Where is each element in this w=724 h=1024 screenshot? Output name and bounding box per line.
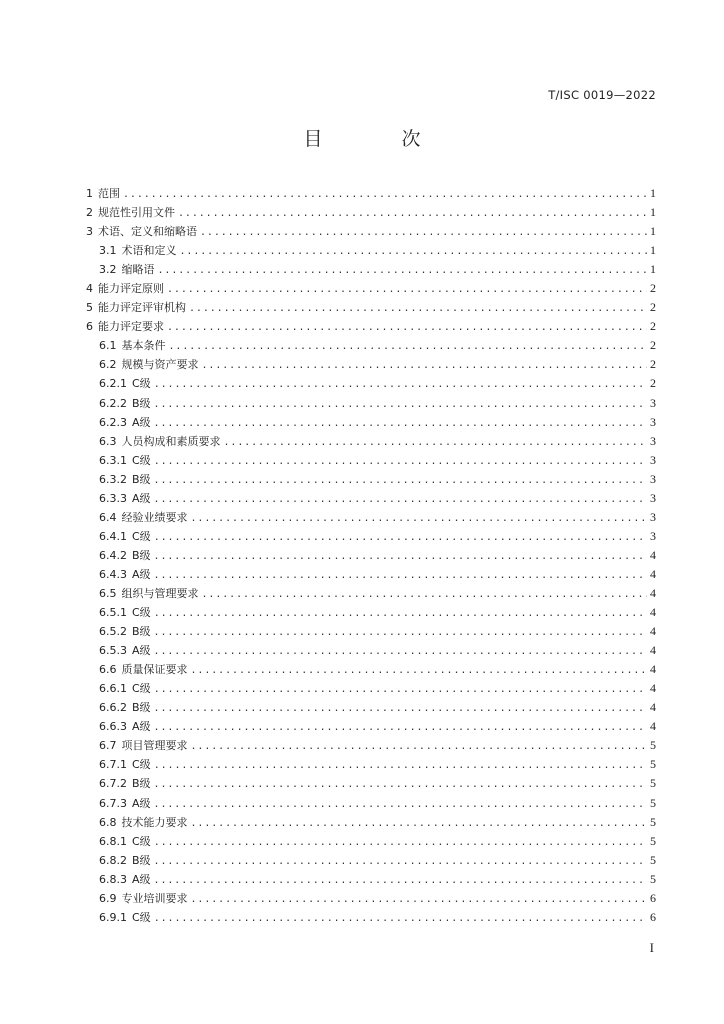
toc-entry-page: 2 — [650, 357, 656, 372]
toc-entry-text: 范围 — [98, 187, 120, 200]
toc-entry[interactable] — [86, 565, 656, 584]
toc-entry[interactable] — [86, 203, 656, 222]
toc-entry[interactable] — [86, 432, 656, 451]
toc-leader-dots — [154, 471, 647, 490]
toc-entry-number: 6.5.3 — [99, 644, 127, 658]
toc-entry-page: 2 — [650, 319, 656, 334]
toc-entry[interactable] — [86, 717, 656, 736]
toc-entry-number: 6.7 — [99, 739, 117, 753]
toc-entry-page: 4 — [650, 605, 656, 620]
toc-leader-dots — [123, 185, 647, 204]
toc-entry-page: 3 — [650, 509, 656, 524]
toc-leader-dots — [178, 204, 647, 223]
toc-leader-dots — [154, 395, 647, 414]
toc-entry[interactable] — [86, 279, 656, 298]
toc-entry[interactable] — [86, 470, 656, 489]
toc-leader-dots — [154, 623, 647, 642]
toc-entry-text: C级 — [132, 606, 151, 620]
toc-leader-dots — [154, 795, 647, 814]
toc-entry-number: 6 — [86, 320, 93, 334]
toc-entry-number: 6.8.2 — [99, 853, 127, 867]
toc-entry-text: A级 — [132, 567, 151, 581]
toc-entry-page: 4 — [650, 624, 656, 639]
toc-entry[interactable] — [86, 451, 656, 470]
toc-entry-page: 1 — [650, 186, 656, 200]
toc-leader-dots — [154, 528, 647, 547]
toc-entry-number: 6.4.3 — [99, 567, 127, 581]
toc-entry-number: 6.7.2 — [99, 777, 127, 791]
toc-entry-number: 6.4.2 — [99, 548, 127, 562]
toc-entry-text: A级 — [132, 796, 151, 810]
toc-entry-number: 6.2.3 — [99, 415, 127, 429]
toc-entry-page: 1 — [650, 262, 656, 277]
toc-entry[interactable] — [86, 355, 656, 374]
toc-entry-number: 6.8.3 — [99, 872, 127, 886]
toc-leader-dots — [154, 833, 647, 852]
toc-entry-text: B级 — [132, 701, 151, 715]
toc-entry[interactable] — [86, 222, 656, 241]
toc-entry[interactable] — [86, 908, 656, 927]
toc-entry[interactable] — [86, 851, 656, 870]
toc-entry-text: C级 — [132, 834, 151, 848]
toc-leader-dots — [154, 756, 647, 775]
toc-leader-dots — [154, 852, 647, 871]
toc-entry-text: 项目管理要求 — [121, 739, 188, 753]
toc-entry-number: 6.9.1 — [99, 910, 127, 924]
toc-entry-text: B级 — [132, 472, 151, 486]
toc-entry[interactable] — [86, 774, 656, 793]
toc-leader-dots — [154, 775, 647, 794]
toc-entry-text: 基本条件 — [121, 339, 166, 353]
toc-entry-page: 3 — [650, 528, 656, 543]
toc-entry-text: 技术能力要求 — [121, 815, 188, 829]
toc-entry-number: 6.3 — [99, 434, 117, 448]
toc-entry[interactable] — [86, 603, 656, 622]
toc-entry[interactable] — [86, 546, 656, 565]
toc-entry-page: 5 — [650, 871, 656, 886]
toc-leader-dots — [154, 452, 647, 471]
toc-entry[interactable] — [86, 260, 656, 279]
toc-entry-text: C级 — [132, 529, 151, 543]
toc-entry[interactable] — [86, 736, 656, 755]
toc-leader-dots — [169, 337, 648, 356]
toc-leader-dots — [191, 890, 648, 909]
toc-entry-text: A级 — [132, 720, 151, 734]
toc-entry-page: 6 — [650, 890, 656, 905]
toc-entry-number: 6.3.3 — [99, 491, 127, 505]
toc-leader-dots — [202, 585, 648, 604]
toc-entry-text: 人员构成和素质要求 — [121, 434, 221, 448]
toc-entry-number: 6.6.1 — [99, 682, 127, 696]
toc-leader-dots — [154, 699, 647, 718]
toc-entry-number: 6.1 — [99, 339, 117, 353]
toc-entry-text: 专业培训要求 — [121, 891, 188, 905]
toc-entry-number: 1 — [86, 187, 93, 200]
toc-entry-number: 3.2 — [99, 263, 117, 277]
toc-entry-text: B级 — [132, 548, 151, 562]
toc-leader-dots — [154, 375, 647, 394]
toc-entry-page: 3 — [650, 452, 656, 467]
toc-entry-page: 4 — [650, 547, 656, 562]
toc-entry-text: 质量保证要求 — [121, 663, 188, 677]
toc-entry-page: 3 — [650, 395, 656, 410]
toc-entry[interactable] — [86, 755, 656, 774]
toc-entry-page: 4 — [650, 681, 656, 696]
toc-leader-dots — [154, 642, 647, 661]
toc-entry-number: 2 — [86, 206, 93, 220]
toc-entry[interactable] — [86, 870, 656, 889]
toc-entry-page: 2 — [650, 300, 656, 315]
toc-leader-dots — [154, 718, 647, 737]
toc-entry-text: C级 — [132, 377, 151, 391]
toc-entry-page: 5 — [650, 738, 656, 753]
toc-leader-dots — [224, 433, 648, 452]
toc-entry-page: 4 — [650, 719, 656, 734]
toc-entry[interactable] — [86, 641, 656, 660]
toc-leader-dots — [154, 604, 647, 623]
toc-entry-number: 6.9 — [99, 891, 117, 905]
toc-leader-dots — [154, 414, 647, 433]
toc-entry-page: 5 — [650, 833, 656, 848]
toc-entry-number: 6.7.1 — [99, 758, 127, 772]
toc-entry-text: 规范性引用文件 — [98, 206, 175, 220]
toc-entry-text: 能力评定评审机构 — [98, 301, 186, 315]
toc-entry-number: 6.3.2 — [99, 472, 127, 486]
toc-entry-text: B级 — [132, 777, 151, 791]
toc-leader-dots — [154, 490, 647, 509]
toc-leader-dots — [189, 299, 647, 318]
toc-entry-number: 3 — [86, 225, 93, 239]
toc-leader-dots — [200, 223, 647, 242]
toc-entry-number: 6.6.3 — [99, 720, 127, 734]
toc-entry-page: 2 — [650, 281, 656, 296]
document-code: T/ISC 0019—2022 — [548, 88, 656, 102]
toc-entry-text: 能力评定原则 — [98, 282, 164, 296]
toc-entry-text: 规模与资产要求 — [121, 358, 199, 372]
toc-entry-page: 3 — [650, 490, 656, 505]
toc-entry-text: C级 — [132, 453, 151, 467]
toc-leader-dots — [154, 680, 647, 699]
toc-entry-number: 6.2.1 — [99, 377, 127, 391]
toc-entry-text: C级 — [132, 682, 151, 696]
toc-leader-dots — [202, 356, 648, 375]
toc-entry[interactable] — [86, 584, 656, 603]
toc-entry-number: 6.2.2 — [99, 396, 127, 410]
toc-entry-page: 5 — [650, 757, 656, 772]
toc-title: 目 次 — [303, 128, 451, 150]
toc-entry[interactable] — [86, 698, 656, 717]
toc-entry-page: 3 — [650, 414, 656, 429]
toc-entry-number: 6.2 — [99, 358, 117, 372]
toc-entry[interactable] — [86, 184, 656, 203]
toc-entry[interactable] — [86, 489, 656, 508]
toc-entry[interactable] — [86, 832, 656, 851]
toc-entry-page: 4 — [650, 662, 656, 677]
toc-entry[interactable] — [86, 794, 656, 813]
toc-entry[interactable] — [86, 889, 656, 908]
toc-entry-page: 3 — [650, 433, 656, 448]
toc-leader-dots — [191, 814, 648, 833]
toc-entry-text: 术语、定义和缩略语 — [98, 225, 197, 239]
toc-entry-page: 5 — [650, 814, 656, 829]
toc-entry-page: 4 — [650, 585, 656, 600]
toc-entry-text: C级 — [132, 910, 151, 924]
toc-entry-page: 2 — [650, 338, 656, 353]
toc-entry[interactable] — [86, 527, 656, 546]
toc-entry[interactable] — [86, 394, 656, 413]
toc-entry[interactable] — [86, 413, 656, 432]
toc-entry-text: 组织与管理要求 — [121, 586, 199, 600]
toc-leader-dots — [191, 737, 648, 756]
toc-entry-number: 6.5.2 — [99, 625, 127, 639]
toc-entry-text: A级 — [132, 415, 151, 429]
toc-entry-number: 3.1 — [99, 244, 117, 258]
toc-leader-dots — [167, 280, 647, 299]
toc-entry-text: A级 — [132, 872, 151, 886]
toc-entry-page: 4 — [650, 643, 656, 658]
toc-entry-text: 经验业绩要求 — [121, 510, 188, 524]
toc-entry[interactable] — [86, 622, 656, 641]
toc-entry-text: 术语和定义 — [121, 244, 177, 258]
toc-entry-page: 6 — [650, 909, 656, 924]
toc-entry-page: 3 — [650, 471, 656, 486]
toc-leader-dots — [154, 566, 647, 585]
toc-leader-dots — [154, 909, 647, 928]
toc-entry-text: B级 — [132, 625, 151, 639]
toc-entry-text: 能力评定要求 — [98, 320, 164, 334]
toc-entry-number: 6.5.1 — [99, 606, 127, 620]
toc-entry-number: 4 — [86, 282, 93, 296]
toc-entry[interactable] — [86, 679, 656, 698]
toc-entry-text: B级 — [132, 396, 151, 410]
toc-entry-text: A级 — [132, 491, 151, 505]
toc-entry-text: C级 — [132, 758, 151, 772]
toc-entry-page: 1 — [650, 243, 656, 258]
toc-entry-text: B级 — [132, 853, 151, 867]
toc-entry-number: 6.7.3 — [99, 796, 127, 810]
toc-entry-page: 4 — [650, 566, 656, 581]
toc-entry[interactable] — [86, 660, 656, 679]
toc-entry[interactable] — [86, 336, 656, 355]
toc-entry-number: 6.6.2 — [99, 701, 127, 715]
page-number: I — [649, 940, 654, 955]
toc-entry-number: 6.4 — [99, 510, 117, 524]
toc-entry-text: A级 — [132, 644, 151, 658]
toc-entry-page: 1 — [650, 205, 656, 220]
toc-entry-number: 6.3.1 — [99, 453, 127, 467]
toc-entry[interactable] — [86, 813, 656, 832]
toc-entry-number: 6.8.1 — [99, 834, 127, 848]
toc-entry-page: 1 — [650, 224, 656, 239]
toc-entry-page: 5 — [650, 776, 656, 791]
toc-entry[interactable] — [86, 317, 656, 336]
toc-entry-page: 2 — [650, 376, 656, 391]
toc-entry-page: 5 — [650, 852, 656, 867]
toc-leader-dots — [158, 261, 648, 280]
toc-entry-page: 5 — [650, 795, 656, 810]
toc-entry-number: 5 — [86, 301, 93, 315]
table-of-contents — [86, 184, 656, 927]
toc-entry-text: 缩略语 — [121, 263, 155, 277]
toc-leader-dots — [154, 547, 647, 566]
toc-leader-dots — [154, 871, 647, 890]
toc-entry-number: 6.5 — [99, 586, 117, 600]
toc-entry-number: 6.4.1 — [99, 529, 127, 543]
toc-leader-dots — [180, 242, 648, 261]
toc-entry-number: 6.8 — [99, 815, 117, 829]
toc-entry[interactable] — [86, 374, 656, 393]
toc-leader-dots — [191, 509, 648, 528]
toc-entry[interactable] — [86, 508, 656, 527]
toc-entry[interactable] — [86, 298, 656, 317]
toc-leader-dots — [167, 318, 647, 337]
toc-entry-page: 4 — [650, 700, 656, 715]
toc-entry-number: 6.6 — [99, 663, 117, 677]
toc-leader-dots — [191, 661, 648, 680]
toc-entry[interactable] — [86, 241, 656, 260]
